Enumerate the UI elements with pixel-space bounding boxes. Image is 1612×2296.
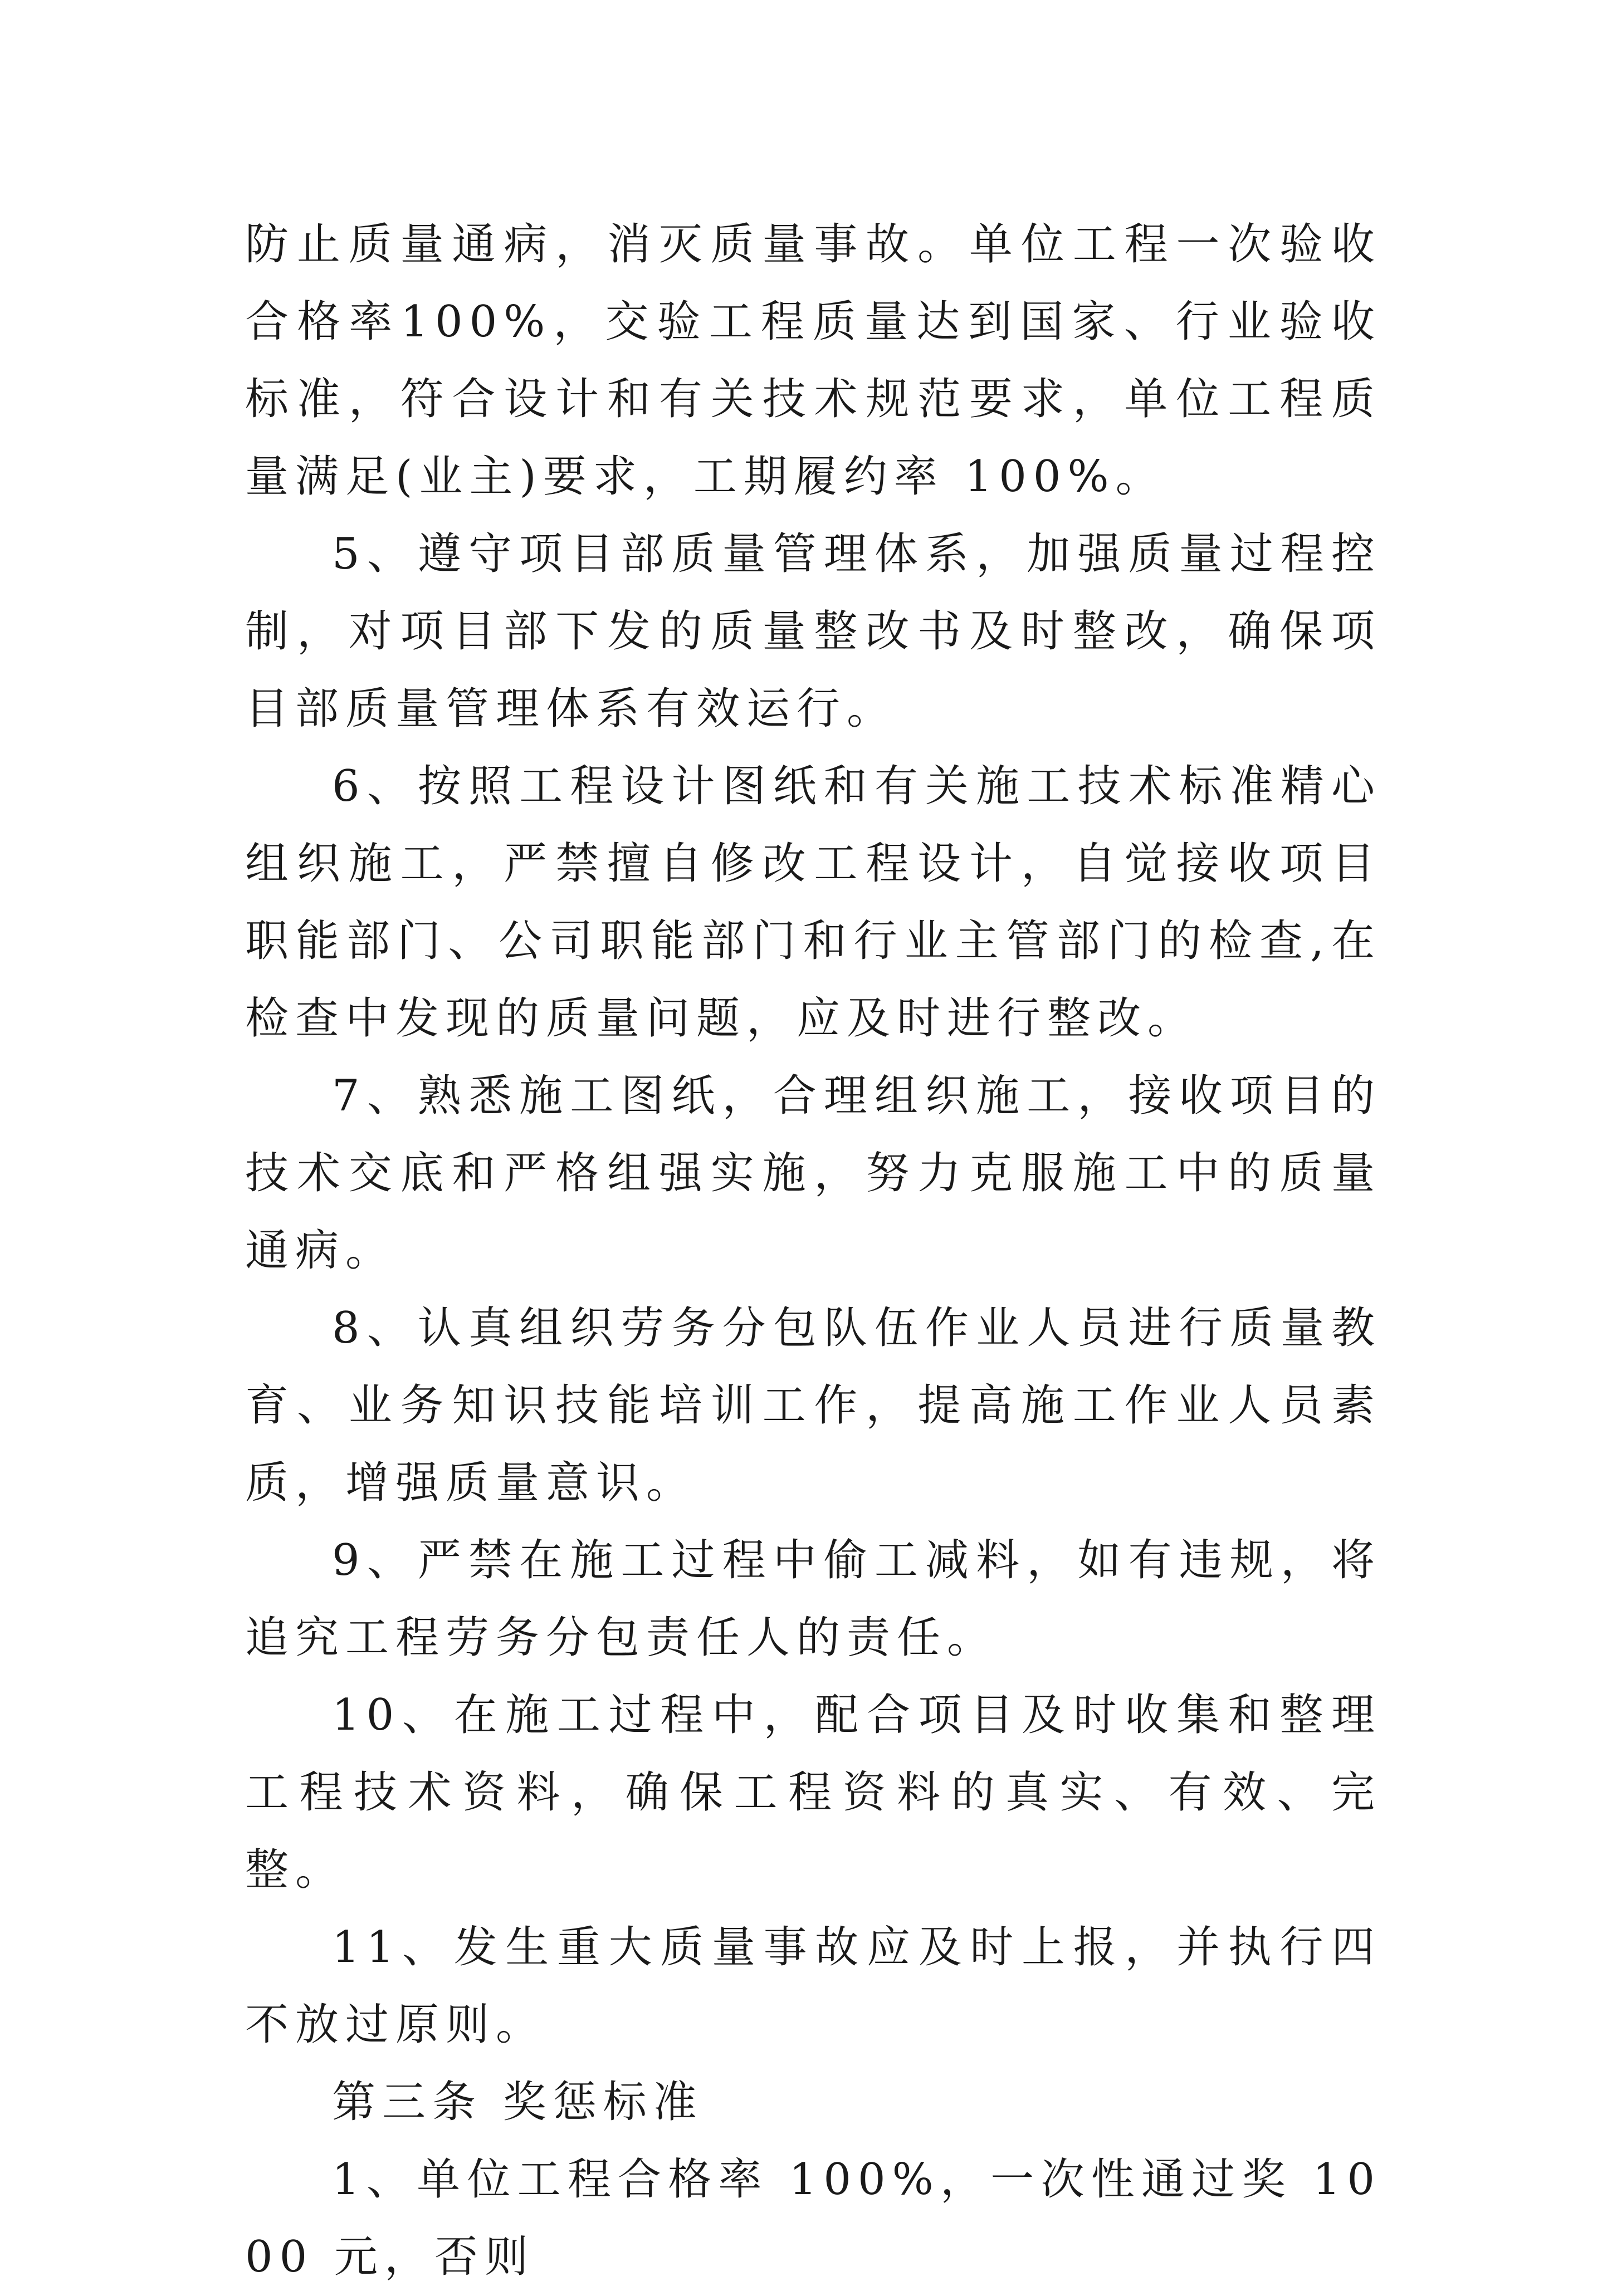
- paragraph-item-10: 10、在施工过程中，配合项目及时收集和整理工程技术资料，确保工程资料的真实、有效、完整。: [245, 1690, 1381, 1895]
- paragraph-item-6: 6、按照工程设计图纸和有关施工技术标准精心组织施工，严禁擅自修改工程设计，自觉接收项目职能部门、公司职能部门和行业主管部门的检查,在检查中发现的质量问题，应及时进行整改。: [245, 761, 1381, 1044]
- document-body: [245, 206, 1381, 2296]
- paragraph-item-5: 5、遵守项目部质量管理体系，加强质量过程控制，对项目部下发的质量整改书及时整改，确保项目部质量管理体系有效运行。: [245, 529, 1381, 734]
- paragraph-item-9: 9、严禁在施工过程中偷工减料，如有违规，将追究工程劳务分包责任人的责任。: [245, 1535, 1381, 1663]
- paragraph-quality-goal-continued: 防止质量通病，消灭质量事故。单位工程一次验收合格率100%，交验工程质量达到国家、行业验收标准，符合设计和有关技术规范要求，单位工程质量满足(业主)要求，工期履约率 100%。: [245, 219, 1381, 502]
- section-heading-article-3: 第三条 奖惩标准: [332, 2077, 704, 2127]
- paragraph-reward-item-1: 1、单位工程合格率 100%，一次性通过奖 1000 元，否则: [245, 2155, 1381, 2282]
- paragraph-item-8: 8、认真组织劳务分包队伍作业人员进行质量教育、业务知识技能培训工作，提高施工作业人员素质，增强质量意识。: [245, 1303, 1381, 1508]
- paragraph-item-11: 11、发生重大质量事故应及时上报，并执行四不放过原则。: [245, 1922, 1381, 2050]
- paragraph-item-7: 7、熟悉施工图纸，合理组织施工，接收项目的技术交底和严格组强实施，努力克服施工中的质量通病。: [245, 1071, 1381, 1276]
